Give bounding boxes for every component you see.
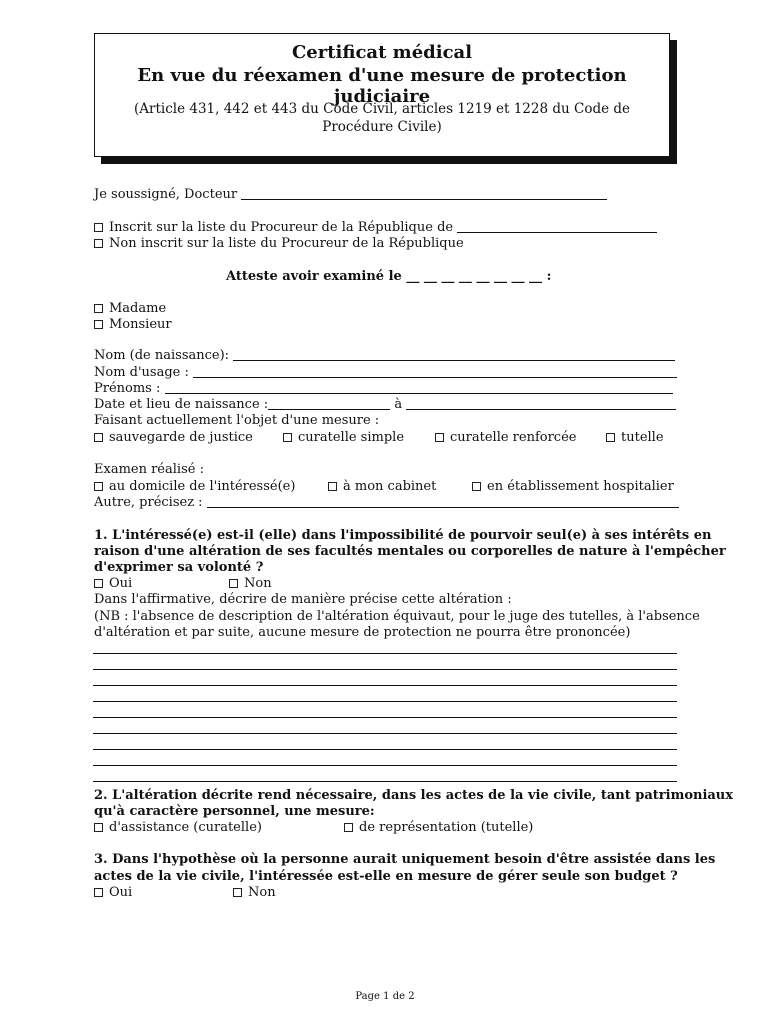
attest-date-blanks[interactable]: __ __ __ __ __ __ __ __ <box>406 269 543 284</box>
inscrit-label: Inscrit sur la liste du Procureur de la République de <box>109 220 454 235</box>
q3-line-1: 3. Dans l'hypothèse où la personne aurait uniquement besoin d'être assistée dans les <box>94 852 716 867</box>
naissance-a: à <box>394 397 403 412</box>
birth-place-field[interactable] <box>406 397 676 410</box>
q2-assistance-option <box>94 820 262 836</box>
articles-line-2: Procédure Civile) <box>322 119 442 135</box>
q3-line-2: actes de la vie civile, l'intéressée est-elle en mesure de gérer seule son budget ? <box>94 869 678 884</box>
q1-oui-label: Oui <box>109 576 133 591</box>
q3-oui-label: Oui <box>109 885 133 900</box>
nom-naissance-line <box>94 348 675 364</box>
header-box <box>94 33 670 157</box>
document-subtitle: En vue du réexamen d'une mesure de protection judiciaire <box>137 65 627 107</box>
non-inscrit-label: Non inscrit sur la liste du Procureur de la République <box>109 236 464 251</box>
tutelle-label: tutelle <box>621 430 664 445</box>
q1-non-option <box>229 576 272 592</box>
autre-field[interactable] <box>207 495 679 508</box>
page-current: 1 <box>383 991 390 1002</box>
autre-line <box>94 495 679 511</box>
madame-label: Madame <box>109 301 167 316</box>
monsieur-label: Monsieur <box>109 317 172 332</box>
autre-label: Autre, précisez : <box>94 495 203 510</box>
attest-colon: : <box>546 269 552 284</box>
mesure-option <box>435 430 576 446</box>
naissance-line <box>94 397 676 413</box>
prenoms-field[interactable] <box>165 381 673 394</box>
q1-line-3: d'exprimer sa volonté ? <box>94 560 264 575</box>
doctor-name-field[interactable] <box>241 187 607 200</box>
q3-non-label: Non <box>248 885 276 900</box>
q1-affirmative: Dans l'affirmative, décrire de manière précise cette altération : <box>94 592 512 607</box>
faisant-line: Faisant actuellement l'objet d'une mesure : <box>94 413 380 428</box>
q2-line-2: qu'à caractère personnel, une mesure: <box>94 804 375 819</box>
examen-label: Examen réalisé : <box>94 462 204 477</box>
mesure-option <box>94 430 253 446</box>
q3-non-checkbox[interactable] <box>233 888 242 897</box>
answer-line[interactable] <box>93 701 677 702</box>
page-footer <box>0 991 770 1002</box>
birth-date-field[interactable] <box>268 397 390 410</box>
answer-line[interactable] <box>93 781 677 782</box>
mesure-option <box>283 430 404 446</box>
q3-oui-option <box>94 885 132 901</box>
assistance-label: d'assistance (curatelle) <box>109 820 262 835</box>
nom-usage-line <box>94 365 677 381</box>
answer-line[interactable] <box>93 669 677 670</box>
q1-line-1: 1. L'intéressé(e) est-il (elle) dans l'impossibilité de pourvoir seul(e) à ses intérêts en <box>94 528 712 543</box>
nom-usage-field[interactable] <box>193 365 677 378</box>
assistance-checkbox[interactable] <box>94 823 103 832</box>
nom-naissance-label: Nom (de naissance): <box>94 348 230 363</box>
answer-line[interactable] <box>93 749 677 750</box>
q1-non-label: Non <box>244 576 272 591</box>
curatelle-renforcee-checkbox[interactable] <box>435 433 444 442</box>
prenoms-label: Prénoms : <box>94 381 161 396</box>
madame-checkbox[interactable] <box>94 304 103 313</box>
domicile-checkbox[interactable] <box>94 482 103 491</box>
answer-line[interactable] <box>93 653 677 654</box>
curatelle-renforcee-label: curatelle renforcée <box>450 430 577 445</box>
monsieur-line <box>94 317 172 333</box>
answer-line[interactable] <box>93 765 677 766</box>
q1-oui-checkbox[interactable] <box>94 579 103 588</box>
q1-nb-line-2: d'altération et par suite, aucune mesure de protection ne pourra être prononcée) <box>94 625 631 640</box>
representation-checkbox[interactable] <box>344 823 353 832</box>
q3-non-option <box>233 885 276 901</box>
answer-line[interactable] <box>93 733 677 734</box>
tutelle-checkbox[interactable] <box>606 433 615 442</box>
q1-nb-line-1: (NB : l'absence de description de l'altération équivaut, pour le juge des tutelles, à l'absence <box>94 609 700 624</box>
q1-line-2: raison d'une altération de ses facultés mentales ou corporelles de nature à l'empêcher <box>94 544 726 559</box>
answer-line[interactable] <box>93 685 677 686</box>
articles-line-1: (Article 431, 442 et 443 du Code Civil, articles 1219 et 1228 du Code de <box>133 101 630 117</box>
monsieur-checkbox[interactable] <box>94 320 103 329</box>
mesure-option <box>606 430 664 446</box>
hospitalier-label: en établissement hospitalier <box>487 479 674 494</box>
naissance-label: Date et lieu de naissance : <box>94 397 269 412</box>
sauvegarde-checkbox[interactable] <box>94 433 103 442</box>
inscrit-line <box>94 220 657 236</box>
cabinet-label: à mon cabinet <box>343 479 437 494</box>
nom-naissance-field[interactable] <box>233 348 675 361</box>
nom-usage-label: Nom d'usage : <box>94 365 189 380</box>
doctor-label: Je soussigné, Docteur <box>94 187 238 202</box>
doctor-line <box>94 187 607 203</box>
q2-line-1: 2. L'altération décrite rend nécessaire, dans les actes de la vie civile, tant patrimoniaux <box>94 788 734 803</box>
page-word: Page <box>355 991 380 1002</box>
curatelle-simple-label: curatelle simple <box>298 430 405 445</box>
answer-line[interactable] <box>93 717 677 718</box>
q1-oui-option <box>94 576 132 592</box>
examen-option <box>472 479 674 495</box>
madame-line <box>94 301 166 317</box>
q1-non-checkbox[interactable] <box>229 579 238 588</box>
attest-line <box>226 269 551 285</box>
examen-option <box>94 479 295 495</box>
document-title: Certificat médical <box>291 42 473 63</box>
sauvegarde-label: sauvegarde de justice <box>109 430 253 445</box>
curatelle-simple-checkbox[interactable] <box>283 433 292 442</box>
examen-option <box>328 479 436 495</box>
cabinet-checkbox[interactable] <box>328 482 337 491</box>
non-inscrit-checkbox[interactable] <box>94 239 103 248</box>
page-of: de <box>392 991 406 1002</box>
q3-oui-checkbox[interactable] <box>94 888 103 897</box>
prenoms-line <box>94 381 673 397</box>
inscrit-checkbox[interactable] <box>94 223 103 232</box>
hospitalier-checkbox[interactable] <box>472 482 481 491</box>
representation-label: de représentation (tutelle) <box>359 820 534 835</box>
attest-label: Atteste avoir examiné le <box>226 269 402 284</box>
non-inscrit-line <box>94 236 464 252</box>
page-total: 2 <box>408 991 415 1002</box>
domicile-label: au domicile de l'intéressé(e) <box>109 479 296 494</box>
q2-representation-option <box>344 820 533 836</box>
procureur-field[interactable] <box>457 220 657 233</box>
